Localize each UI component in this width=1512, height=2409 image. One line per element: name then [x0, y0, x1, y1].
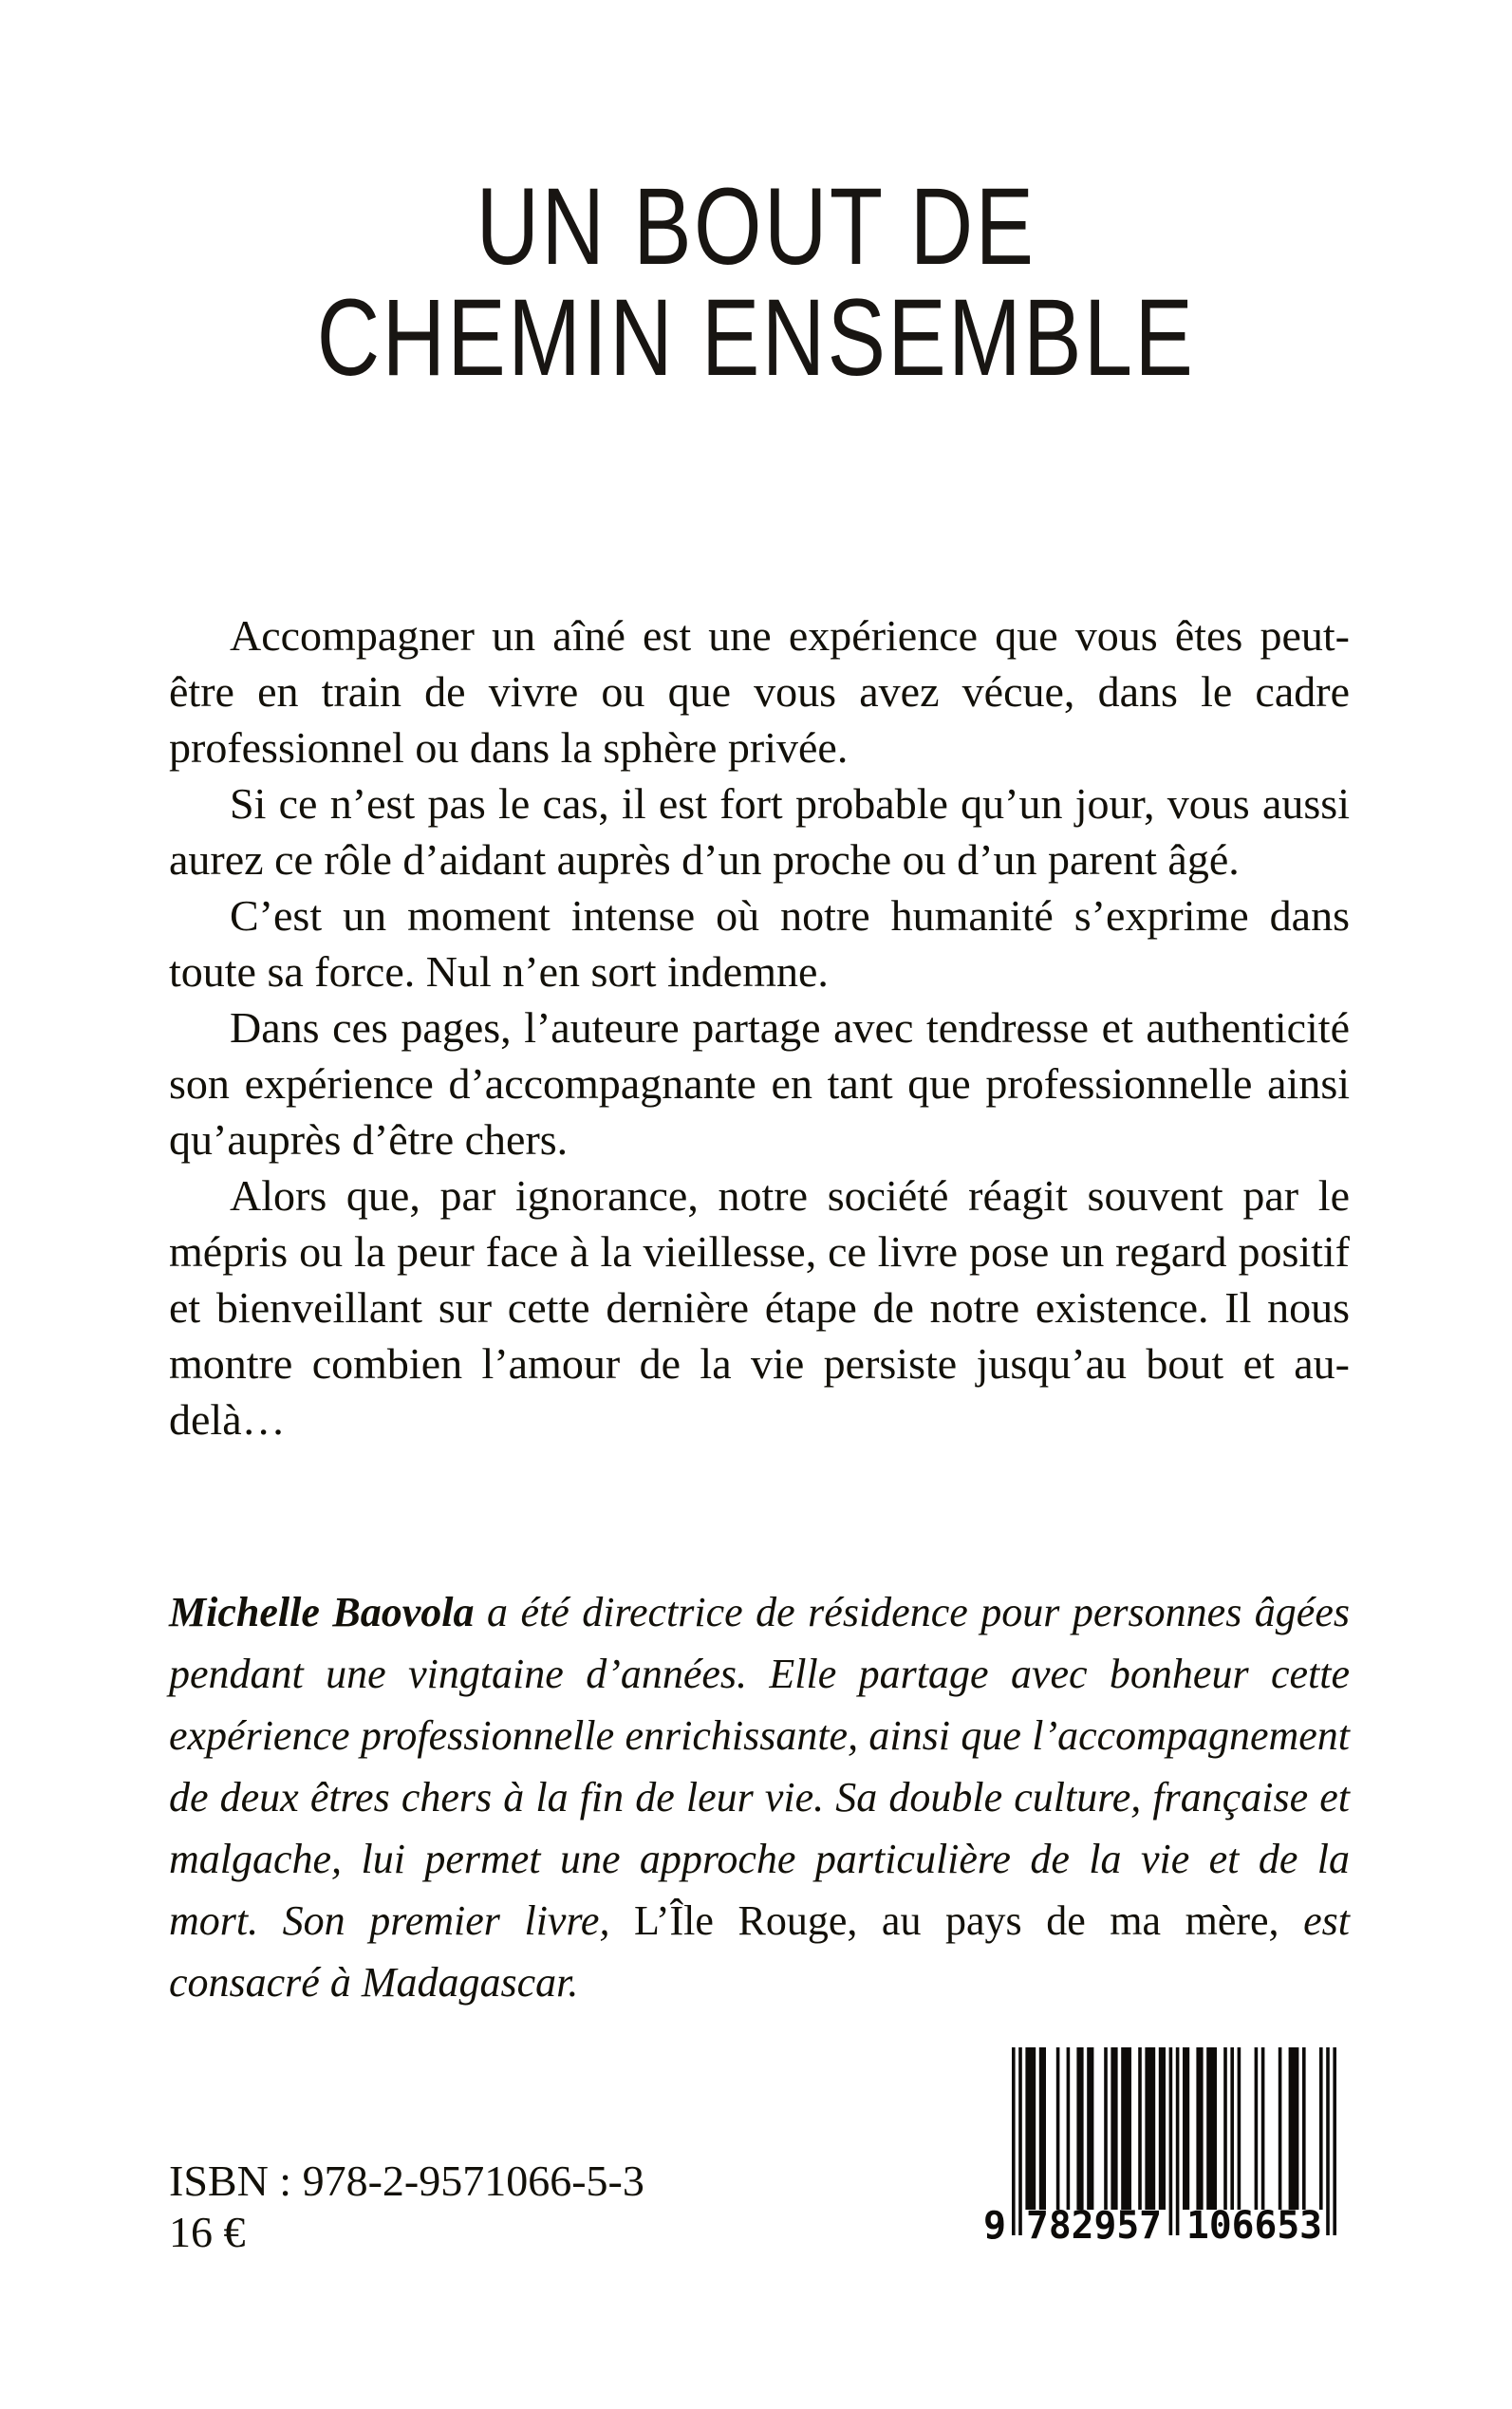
- book-title-line-1: UN BOUT DE: [476, 166, 1036, 288]
- book-title: [151, 166, 1360, 399]
- synopsis-paragraph: Alors que, par ignorance, notre société réagit souvent par le mépris ou la peur face à la vieillesse, ce livre pose un regard positif et bienveillant sur cette dernière étape de notre existence. Il nous montre combien l’amour de la vie persiste jusqu’au bout et au-delà…: [169, 1171, 1350, 1444]
- barcode-digit-first: 9: [983, 2204, 1007, 2242]
- barcode-digits-right: 106653: [1186, 2204, 1322, 2242]
- barcode-digits-left: 782957: [1026, 2204, 1162, 2242]
- synopsis-paragraph: Accompagner un aîné est une expérience que vous êtes peut-être en train de vivre ou que vous avez vécue, dans le cadre professionnel ou dans la sphère privée.: [169, 611, 1350, 772]
- price-line: 16 €: [169, 2208, 246, 2256]
- referenced-book-title: L’Île Rouge, au pays de ma mère,: [634, 1897, 1279, 1944]
- isbn-line: ISBN : 978-2-9571066-5-3: [169, 2157, 644, 2205]
- bio-text: est consacré à Madagascar.: [169, 1897, 1350, 2006]
- ean13-barcode: [980, 2047, 1338, 2242]
- bio-text: a été directrice de résidence pour personnes âgées pendant une vingtaine d’années. Elle partage avec bonheur cette expérience professionnelle enrichissante, ainsi que l’accompagnement de deux êtres chers à la fin de leur vie. Sa double culture, française et malgache, lui permet une approche particulière de la vie et de la mort. Son premier livre,: [169, 1589, 1350, 1944]
- colophon: [169, 2156, 644, 2258]
- author-name: Michelle Baovola: [169, 1589, 475, 1635]
- synopsis-paragraph: Dans ces pages, l’auteure partage avec tendresse et authenticité son expérience d’accompagnante en tant que professionnelle ainsi qu’auprès d’être chers.: [169, 1003, 1350, 1164]
- synopsis: [169, 607, 1350, 1447]
- synopsis-paragraph: Si ce n’est pas le cas, il est fort probable qu’un jour, vous aussi aurez ce rôle d’aidant auprès d’un proche ou d’un parent âgé.: [169, 779, 1350, 884]
- book-title-line-2: CHEMIN ENSEMBLE: [316, 277, 1196, 399]
- author-bio: [169, 1581, 1350, 2013]
- synopsis-paragraph: C’est un moment intense où notre humanité s’exprime dans toute sa force. Nul n’en sort indemne.: [169, 891, 1350, 996]
- barcode-svg: [980, 2047, 1338, 2242]
